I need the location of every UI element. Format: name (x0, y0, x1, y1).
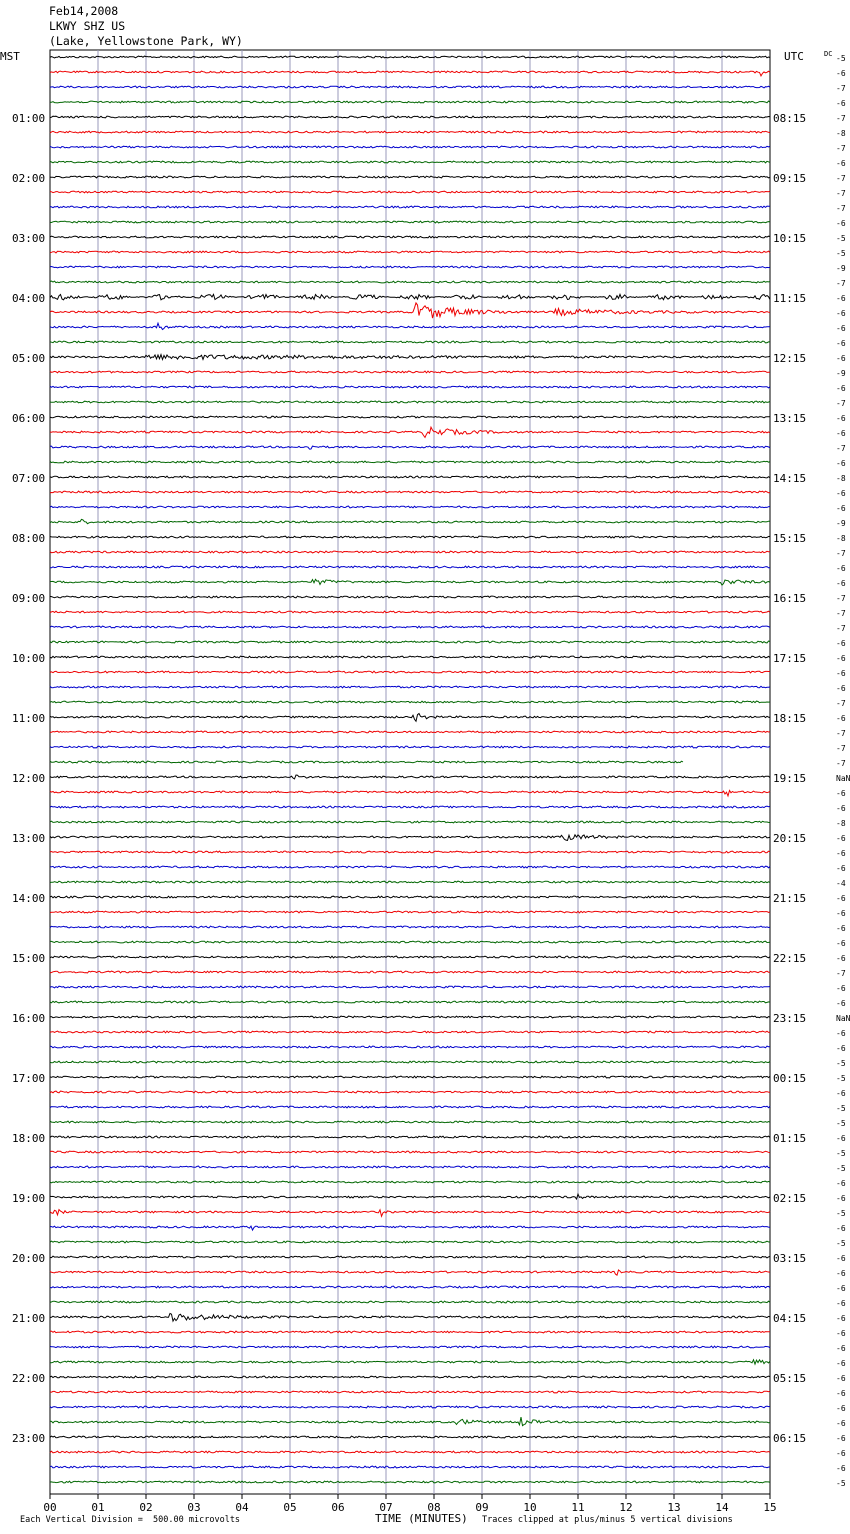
dc-offset-label: -7 (836, 729, 846, 738)
header-date: Feb14,2008 (49, 4, 119, 18)
dc-offset-label: -9 (836, 519, 846, 528)
dc-offset-label: -7 (836, 279, 846, 288)
trace-row (50, 896, 770, 898)
right-timezone-label: UTC (784, 50, 804, 63)
dc-offset-label: -6 (836, 909, 846, 918)
trace-row (50, 656, 770, 658)
hour-label-right: 21:15 (773, 892, 807, 905)
dc-offset-label: -7 (836, 744, 846, 753)
trace-row (50, 1451, 770, 1453)
trace-row (50, 294, 770, 299)
trace-row (50, 746, 770, 748)
trace-row (50, 1313, 770, 1321)
dc-offset-label: -7 (836, 189, 846, 198)
hour-label-right: 01:15 (773, 1132, 807, 1145)
dc-offset-label: -6 (836, 1359, 846, 1368)
dc-offset-label: -5 (836, 234, 846, 243)
trace-row (50, 1270, 770, 1275)
trace-row (50, 1061, 770, 1063)
dc-offset-label: -6 (836, 504, 846, 513)
clip-note: Traces clipped at plus/minus 5 vertical divisions (482, 1515, 733, 1525)
x-tick-label: 09 (475, 1501, 489, 1514)
trace-row (50, 566, 770, 568)
dc-offset-label: -6 (836, 1344, 846, 1353)
trace-row (50, 731, 770, 733)
dc-offset-label: -6 (836, 429, 846, 438)
trace-row (50, 506, 770, 508)
hour-label-right: 10:15 (773, 232, 807, 245)
trace-row (50, 1001, 770, 1003)
dc-offset-label: -6 (836, 924, 846, 933)
dc-offset-label: -6 (836, 1029, 846, 1038)
x-tick-label: 13 (667, 1501, 681, 1514)
trace-row (50, 1136, 770, 1138)
trace-row (50, 221, 770, 223)
dc-offset-label: -6 (836, 954, 846, 963)
hour-label-left: 02:00 (12, 172, 46, 185)
trace-row (50, 101, 770, 103)
trace-row (50, 71, 770, 76)
hour-label-right: 15:15 (773, 532, 807, 545)
trace-row (50, 476, 770, 478)
trace-row (50, 1436, 770, 1438)
dc-offset-label: -6 (836, 1299, 846, 1308)
hour-label-left: 08:00 (12, 532, 46, 545)
x-tick-label: 01 (91, 1501, 105, 1514)
trace-row (50, 941, 770, 943)
dc-offset-label: -6 (836, 804, 846, 813)
dc-offset-label: -5 (836, 1119, 846, 1128)
trace-row (50, 266, 770, 268)
dc-offset-label: -6 (836, 1194, 846, 1203)
x-tick-label: 12 (619, 1501, 633, 1514)
trace-row (50, 491, 770, 493)
trace-row (50, 1210, 770, 1217)
hour-label-left: 12:00 (12, 772, 46, 785)
hour-label-left: 05:00 (12, 352, 46, 365)
trace-row (50, 1241, 770, 1243)
dc-offset-label: -6 (836, 684, 846, 693)
trace-row (50, 1346, 770, 1348)
trace-row (50, 371, 770, 373)
dc-offset-label: -7 (836, 444, 846, 453)
trace-row (50, 579, 770, 585)
trace-row (50, 1121, 770, 1123)
hour-label-left: 11:00 (12, 712, 46, 725)
trace-row (50, 551, 770, 553)
hour-label-left: 07:00 (12, 472, 46, 485)
hour-label-right: 02:15 (773, 1192, 807, 1205)
hour-label-left: 03:00 (12, 232, 46, 245)
trace-row (50, 1016, 770, 1018)
x-tick-label: 07 (379, 1501, 393, 1514)
dc-offset-label: -5 (836, 249, 846, 258)
trace-row (50, 671, 770, 673)
trace-row (50, 1376, 770, 1378)
trace-row (50, 86, 770, 88)
dc-offset-label: -6 (836, 984, 846, 993)
hour-label-left: 15:00 (12, 952, 46, 965)
dc-offset-label: -6 (836, 459, 846, 468)
dc-offset-label: -6 (836, 1254, 846, 1263)
trace-row (50, 251, 770, 253)
dc-offset-label: -6 (836, 414, 846, 423)
trace-row (50, 161, 770, 163)
dc-offset-label: -6 (836, 1269, 846, 1278)
dc-offset-label: -6 (836, 999, 846, 1008)
trace-row (50, 116, 770, 118)
trace-row (50, 971, 770, 973)
dc-offset-label: -6 (836, 1464, 846, 1473)
hour-label-left: 14:00 (12, 892, 46, 905)
dc-offset-label: -6 (836, 1404, 846, 1413)
x-tick-label: 02 (139, 1501, 153, 1514)
dc-offset-label: -8 (836, 129, 846, 138)
trace-row (50, 1226, 770, 1230)
trace-row (50, 1046, 770, 1048)
x-tick-label: 08 (427, 1501, 441, 1514)
dc-offset-label: NaN (836, 1014, 850, 1023)
trace-row (50, 761, 683, 763)
trace-row (50, 1106, 770, 1108)
trace-row (50, 821, 770, 823)
scale-note: Each Vertical Division = 500.00 microvolts (20, 1515, 241, 1525)
dc-offset-label: -6 (836, 324, 846, 333)
dc-offset-label: -7 (836, 759, 846, 768)
dc-offset-label: -6 (836, 1314, 846, 1323)
hour-label-left: 01:00 (12, 112, 46, 125)
trace-row (50, 176, 770, 178)
hour-label-left: 10:00 (12, 652, 46, 665)
trace-row (50, 926, 770, 928)
dc-offset-label: -6 (836, 1134, 846, 1143)
x-tick-label: 06 (331, 1501, 345, 1514)
dc-offset-label: -6 (836, 639, 846, 648)
hour-label-right: 05:15 (773, 1372, 807, 1385)
hour-label-right: 20:15 (773, 832, 807, 845)
trace-row (50, 416, 770, 418)
dc-offset-label: -6 (836, 159, 846, 168)
trace-row (50, 866, 770, 868)
dc-offset-label: -7 (836, 84, 846, 93)
trace-row (50, 401, 770, 403)
trace-row (50, 596, 770, 598)
trace-row (50, 1417, 770, 1426)
dc-offset-label: -7 (836, 174, 846, 183)
dc-offset-label: -7 (836, 594, 846, 603)
trace-row (50, 146, 770, 148)
hour-label-right: 17:15 (773, 652, 807, 665)
hour-label-left: 20:00 (12, 1252, 46, 1265)
dc-offset-label: -6 (836, 1284, 846, 1293)
dc-offset-label: -5 (836, 54, 846, 63)
trace-row (50, 323, 770, 329)
dc-offset-label: -6 (836, 384, 846, 393)
dc-offset-label: -7 (836, 609, 846, 618)
dc-offset-label: -5 (836, 1209, 846, 1218)
trace-row (50, 611, 770, 613)
dc-offset-label: -6 (836, 564, 846, 573)
x-tick-label: 15 (763, 1501, 777, 1514)
dc-offset-label: -6 (836, 714, 846, 723)
dc-offset-label: -7 (836, 144, 846, 153)
trace-row (50, 851, 770, 853)
dc-offset-label: -6 (836, 309, 846, 318)
trace-row (50, 626, 770, 628)
trace-row (50, 835, 770, 841)
hour-label-right: 23:15 (773, 1012, 807, 1025)
trace-row (50, 386, 770, 388)
dc-offset-label: -6 (836, 1044, 846, 1053)
trace-row (50, 461, 770, 463)
dc-offset-label: -5 (836, 1479, 846, 1488)
dc-offset-label: -6 (836, 864, 846, 873)
trace-row (50, 1194, 770, 1199)
x-tick-label: 00 (43, 1501, 57, 1514)
trace-row (50, 791, 770, 796)
dc-offset-label: -6 (836, 339, 846, 348)
dc-offset-label: -6 (836, 489, 846, 498)
hour-label-right: 19:15 (773, 772, 807, 785)
trace-row (50, 1360, 770, 1364)
header-location: (Lake, Yellowstone Park, WY) (49, 34, 243, 48)
dc-offset-label: -7 (836, 204, 846, 213)
trace-row (50, 1151, 770, 1153)
dc-offset-label: -6 (836, 1089, 846, 1098)
hour-label-left: 16:00 (12, 1012, 46, 1025)
dc-offset-label: -7 (836, 624, 846, 633)
dc-offset-label: -6 (836, 354, 846, 363)
dc-offset-label: -9 (836, 264, 846, 273)
hour-label-left: 19:00 (12, 1192, 46, 1205)
trace-row (50, 355, 770, 360)
dc-offset-label: -5 (836, 1059, 846, 1068)
hour-label-right: 16:15 (773, 592, 807, 605)
hour-label-right: 06:15 (773, 1432, 807, 1445)
trace-row (50, 686, 770, 688)
dc-offset-label: -8 (836, 474, 846, 483)
dc-offset-label: -6 (836, 894, 846, 903)
dc-offset-label: -6 (836, 99, 846, 108)
hour-label-right: 11:15 (773, 292, 807, 305)
hour-label-right: 12:15 (773, 352, 807, 365)
trace-row (50, 1466, 770, 1468)
trace-row (50, 1076, 770, 1078)
hour-label-left: 13:00 (12, 832, 46, 845)
trace-row (50, 1406, 770, 1408)
dc-offset-label: -6 (836, 834, 846, 843)
trace-row (50, 206, 770, 208)
dc-offset-label: -5 (836, 1164, 846, 1173)
trace-row (50, 446, 770, 449)
trace-row (50, 1286, 770, 1288)
trace-row (50, 519, 770, 523)
x-tick-label: 11 (571, 1501, 585, 1514)
hour-label-left: 09:00 (12, 592, 46, 605)
trace-row (50, 341, 770, 343)
dc-offset-label: -4 (836, 879, 846, 888)
dc-offset-label: -6 (836, 939, 846, 948)
dc-offset-label: -5 (836, 1149, 846, 1158)
trace-row (50, 303, 770, 318)
hour-label-right: 04:15 (773, 1312, 807, 1325)
dc-offset-label: -8 (836, 819, 846, 828)
dc-offset-label: -5 (836, 1239, 846, 1248)
dc-offset-label: -6 (836, 1419, 846, 1428)
trace-row (50, 536, 770, 538)
trace-row (50, 1256, 770, 1258)
header-station: LKWY SHZ US (49, 19, 126, 33)
x-tick-label: 14 (715, 1501, 729, 1514)
dc-label: DC (824, 50, 833, 58)
dc-offset-label: -6 (836, 1449, 846, 1458)
hour-label-right: 13:15 (773, 412, 807, 425)
trace-row (50, 986, 770, 988)
dc-offset-label: -6 (836, 669, 846, 678)
trace-row (50, 881, 770, 883)
trace-row (50, 1481, 770, 1483)
trace-row (50, 131, 770, 133)
dc-offset-label: -7 (836, 699, 846, 708)
hour-label-left: 21:00 (12, 1312, 46, 1325)
x-axis-title: TIME (MINUTES) (375, 1512, 468, 1525)
dc-offset-label: -6 (836, 1374, 846, 1383)
trace-row (50, 1181, 770, 1183)
x-tick-label: 03 (187, 1501, 201, 1514)
trace-row (50, 1031, 770, 1033)
trace-row (50, 956, 770, 958)
dc-offset-label: -6 (836, 69, 846, 78)
dc-offset-label: -7 (836, 549, 846, 558)
hour-label-right: 03:15 (773, 1252, 807, 1265)
dc-offset-label: -6 (836, 1224, 846, 1233)
dc-offset-label: -6 (836, 1389, 846, 1398)
trace-row (50, 1091, 770, 1093)
left-timezone-label: MST (0, 50, 20, 63)
trace-row (50, 281, 770, 283)
hour-label-left: 23:00 (12, 1432, 46, 1445)
dc-offset-label: -6 (836, 789, 846, 798)
hour-label-left: 18:00 (12, 1132, 46, 1145)
trace-row (50, 427, 770, 437)
trace-row (50, 1301, 770, 1303)
hour-label-left: 04:00 (12, 292, 46, 305)
dc-offset-label: -6 (836, 849, 846, 858)
trace-row (50, 641, 770, 643)
dc-offset-label: -7 (836, 114, 846, 123)
dc-offset-label: -5 (836, 1104, 846, 1113)
hour-label-left: 06:00 (12, 412, 46, 425)
trace-row (50, 714, 770, 722)
hour-label-right: 18:15 (773, 712, 807, 725)
trace-row (50, 236, 770, 238)
hour-label-right: 00:15 (773, 1072, 807, 1085)
hour-label-right: 09:15 (773, 172, 807, 185)
x-tick-label: 04 (235, 1501, 249, 1514)
dc-offset-label: -5 (836, 1074, 846, 1083)
dc-offset-label: -7 (836, 969, 846, 978)
x-tick-label: 10 (523, 1501, 537, 1514)
trace-row (50, 1331, 770, 1333)
trace-row (50, 1166, 770, 1168)
dc-offset-label: -6 (836, 1179, 846, 1188)
dc-offset-label: -6 (836, 1434, 846, 1443)
dc-offset-label: -6 (836, 219, 846, 228)
dc-offset-label: -6 (836, 1329, 846, 1338)
trace-row (50, 701, 770, 703)
hour-label-left: 17:00 (12, 1072, 46, 1085)
trace-row (50, 191, 770, 193)
dc-offset-label: -6 (836, 654, 846, 663)
dc-offset-label: NaN (836, 774, 850, 783)
trace-row (50, 806, 770, 808)
hour-label-right: 22:15 (773, 952, 807, 965)
trace-row (50, 911, 770, 913)
hour-label-right: 08:15 (773, 112, 807, 125)
hour-label-right: 14:15 (773, 472, 807, 485)
trace-row (50, 56, 770, 58)
hour-label-left: 22:00 (12, 1372, 46, 1385)
x-tick-label: 05 (283, 1501, 297, 1514)
trace-row (50, 1391, 770, 1393)
dc-offset-label: -7 (836, 399, 846, 408)
dc-offset-label: -8 (836, 534, 846, 543)
dc-offset-label: -9 (836, 369, 846, 378)
dc-offset-label: -6 (836, 294, 846, 303)
trace-row (50, 775, 770, 779)
dc-offset-label: -6 (836, 579, 846, 588)
